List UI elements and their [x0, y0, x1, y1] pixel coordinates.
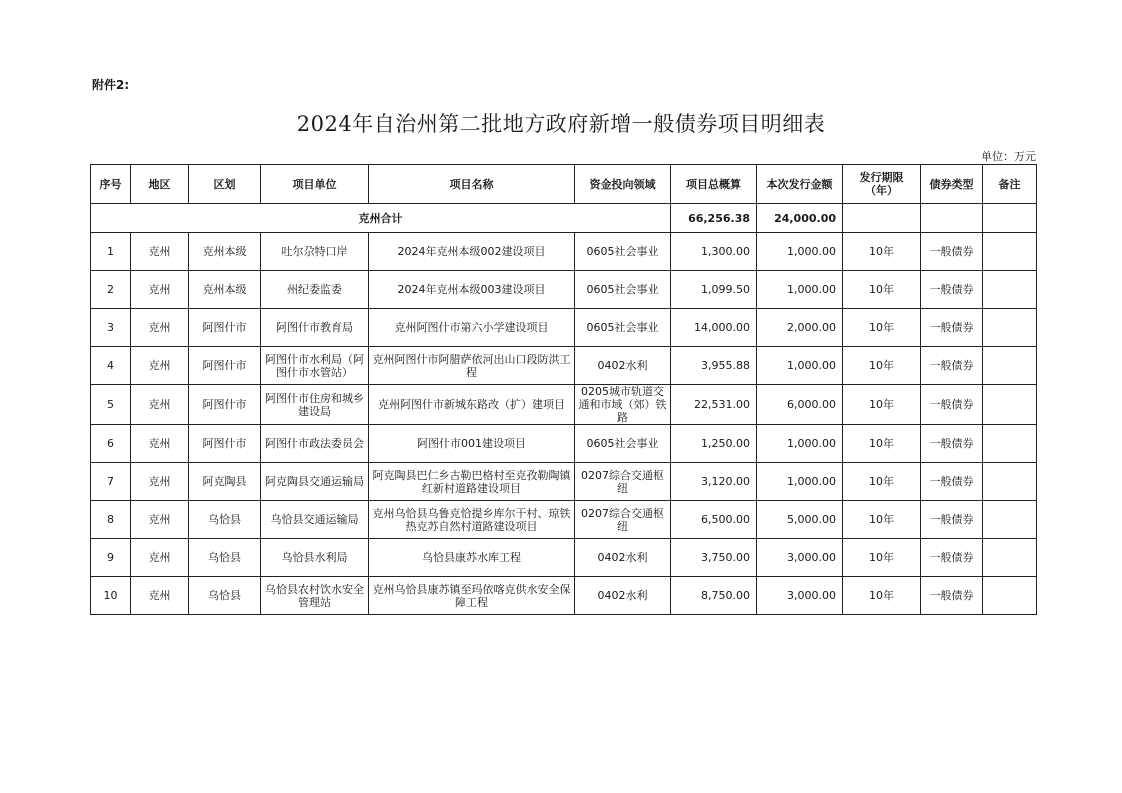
row-number: 8 [91, 501, 131, 539]
row-unit: 州纪委监委 [261, 271, 369, 309]
table-row [91, 539, 1037, 577]
total-empty-cell [921, 204, 983, 233]
row-bond-type: 一般债券 [921, 577, 983, 615]
table-row [91, 233, 1037, 271]
row-unit: 阿克陶县交通运输局 [261, 463, 369, 501]
row-number: 3 [91, 309, 131, 347]
row-term: 10年 [843, 463, 921, 501]
row-funding-field: 0605社会事业 [575, 425, 671, 463]
row-note [983, 309, 1037, 347]
row-region: 克州 [131, 425, 189, 463]
table-row [91, 501, 1037, 539]
row-term: 10年 [843, 347, 921, 385]
row-total-budget: 3,750.00 [671, 539, 757, 577]
row-number: 9 [91, 539, 131, 577]
row-region: 克州 [131, 577, 189, 615]
row-issue-amount: 1,000.00 [757, 347, 843, 385]
table-row [91, 347, 1037, 385]
row-number: 1 [91, 233, 131, 271]
row-number: 2 [91, 271, 131, 309]
row-number: 7 [91, 463, 131, 501]
row-note [983, 539, 1037, 577]
row-bond-type: 一般债券 [921, 385, 983, 425]
row-issue-amount: 1,000.00 [757, 233, 843, 271]
row-bond-type: 一般债券 [921, 463, 983, 501]
row-district: 克州本级 [189, 271, 261, 309]
row-district: 乌恰县 [189, 577, 261, 615]
row-funding-field: 0402水利 [575, 539, 671, 577]
row-issue-amount: 6,000.00 [757, 385, 843, 425]
row-region: 克州 [131, 271, 189, 309]
row-funding-field: 0605社会事业 [575, 271, 671, 309]
bond-project-table [90, 164, 1037, 615]
total-row [91, 204, 1037, 233]
row-note [983, 233, 1037, 271]
row-note [983, 347, 1037, 385]
header-cell: 债券类型 [921, 165, 983, 204]
row-region: 克州 [131, 539, 189, 577]
row-term: 10年 [843, 539, 921, 577]
row-funding-field: 0205城市轨道交通和市域（郊）铁路 [575, 385, 671, 425]
row-note [983, 271, 1037, 309]
row-issue-amount: 3,000.00 [757, 577, 843, 615]
row-number: 4 [91, 347, 131, 385]
row-term: 10年 [843, 577, 921, 615]
row-issue-amount: 3,000.00 [757, 539, 843, 577]
row-total-budget: 6,500.00 [671, 501, 757, 539]
row-term: 10年 [843, 385, 921, 425]
header-cell: 本次发行金额 [757, 165, 843, 204]
row-bond-type: 一般债券 [921, 501, 983, 539]
row-funding-field: 0402水利 [575, 577, 671, 615]
row-note [983, 501, 1037, 539]
row-unit: 阿图什市教育局 [261, 309, 369, 347]
row-project-name: 克州阿图什市第六小学建设项目 [369, 309, 575, 347]
row-district: 阿图什市 [189, 347, 261, 385]
row-total-budget: 1,250.00 [671, 425, 757, 463]
row-total-budget: 8,750.00 [671, 577, 757, 615]
row-total-budget: 1,300.00 [671, 233, 757, 271]
row-bond-type: 一般债券 [921, 309, 983, 347]
row-total-budget: 3,120.00 [671, 463, 757, 501]
row-term: 10年 [843, 425, 921, 463]
row-issue-amount: 1,000.00 [757, 271, 843, 309]
header-cell: 项目名称 [369, 165, 575, 204]
row-district: 克州本级 [189, 233, 261, 271]
total-budget: 66,256.38 [671, 204, 757, 233]
row-region: 克州 [131, 347, 189, 385]
row-number: 6 [91, 425, 131, 463]
row-funding-field: 0605社会事业 [575, 233, 671, 271]
row-term: 10年 [843, 309, 921, 347]
row-unit: 吐尔尕特口岸 [261, 233, 369, 271]
row-project-name: 乌恰县康苏水库工程 [369, 539, 575, 577]
row-bond-type: 一般债券 [921, 539, 983, 577]
row-project-name: 阿克陶县巴仁乡古勒巴格村至克孜勒陶镇红新村道路建设项目 [369, 463, 575, 501]
row-number: 5 [91, 385, 131, 425]
header-cell: 备注 [983, 165, 1037, 204]
header-row [91, 165, 1037, 204]
total-empty-cell [983, 204, 1037, 233]
table-row [91, 425, 1037, 463]
row-unit: 阿图什市政法委员会 [261, 425, 369, 463]
row-project-name: 阿图什市001建设项目 [369, 425, 575, 463]
header-cell: 发行期限（年） [843, 165, 921, 204]
row-note [983, 463, 1037, 501]
row-issue-amount: 2,000.00 [757, 309, 843, 347]
table-row [91, 271, 1037, 309]
row-total-budget: 1,099.50 [671, 271, 757, 309]
row-note [983, 385, 1037, 425]
total-issue-amount: 24,000.00 [757, 204, 843, 233]
unit-label: 单位：万元 [981, 150, 1036, 163]
row-term: 10年 [843, 271, 921, 309]
row-district: 阿图什市 [189, 309, 261, 347]
row-district: 阿克陶县 [189, 463, 261, 501]
row-district: 乌恰县 [189, 501, 261, 539]
row-note [983, 577, 1037, 615]
header-cell: 项目总概算 [671, 165, 757, 204]
row-total-budget: 22,531.00 [671, 385, 757, 425]
row-district: 乌恰县 [189, 539, 261, 577]
row-bond-type: 一般债券 [921, 271, 983, 309]
row-project-name: 克州阿图什市新城东路改（扩）建项目 [369, 385, 575, 425]
row-unit: 乌恰县交通运输局 [261, 501, 369, 539]
row-region: 克州 [131, 501, 189, 539]
page-title: 2024年自治州第二批地方政府新增一般债券项目明细表 [296, 112, 826, 136]
total-label: 克州合计 [91, 204, 671, 233]
header-cell: 项目单位 [261, 165, 369, 204]
row-issue-amount: 5,000.00 [757, 501, 843, 539]
row-funding-field: 0207综合交通枢纽 [575, 501, 671, 539]
attachment-label: 附件2: [92, 78, 130, 92]
row-unit: 乌恰县水利局 [261, 539, 369, 577]
table-row [91, 385, 1037, 425]
row-total-budget: 3,955.88 [671, 347, 757, 385]
row-project-name: 2024年克州本级003建设项目 [369, 271, 575, 309]
row-unit: 阿图什市住房和城乡建设局 [261, 385, 369, 425]
row-note [983, 425, 1037, 463]
row-district: 阿图什市 [189, 385, 261, 425]
row-project-name: 克州乌恰县康苏镇至玛依喀克供水安全保障工程 [369, 577, 575, 615]
row-project-name: 2024年克州本级002建设项目 [369, 233, 575, 271]
row-issue-amount: 1,000.00 [757, 425, 843, 463]
row-funding-field: 0207综合交通枢纽 [575, 463, 671, 501]
row-funding-field: 0605社会事业 [575, 309, 671, 347]
table-row [91, 577, 1037, 615]
table-row [91, 309, 1037, 347]
row-project-name: 克州阿图什市阿腊萨依河出山口段防洪工程 [369, 347, 575, 385]
header-cell: 资金投向领域 [575, 165, 671, 204]
row-funding-field: 0402水利 [575, 347, 671, 385]
total-empty-cell [843, 204, 921, 233]
row-project-name: 克州乌恰县乌鲁克恰提乡库尔干村、琼铁热克苏自然村道路建设项目 [369, 501, 575, 539]
table-row [91, 463, 1037, 501]
header-cell: 区划 [189, 165, 261, 204]
row-region: 克州 [131, 233, 189, 271]
row-total-budget: 14,000.00 [671, 309, 757, 347]
row-region: 克州 [131, 463, 189, 501]
row-term: 10年 [843, 233, 921, 271]
row-issue-amount: 1,000.00 [757, 463, 843, 501]
row-unit: 阿图什市水利局（阿图什市水管站） [261, 347, 369, 385]
header-cell: 序号 [91, 165, 131, 204]
row-district: 阿图什市 [189, 425, 261, 463]
header-cell: 地区 [131, 165, 189, 204]
row-term: 10年 [843, 501, 921, 539]
row-unit: 乌恰县农村饮水安全管理站 [261, 577, 369, 615]
row-region: 克州 [131, 385, 189, 425]
row-region: 克州 [131, 309, 189, 347]
row-bond-type: 一般债券 [921, 425, 983, 463]
row-bond-type: 一般债券 [921, 347, 983, 385]
row-number: 10 [91, 577, 131, 615]
row-bond-type: 一般债券 [921, 233, 983, 271]
